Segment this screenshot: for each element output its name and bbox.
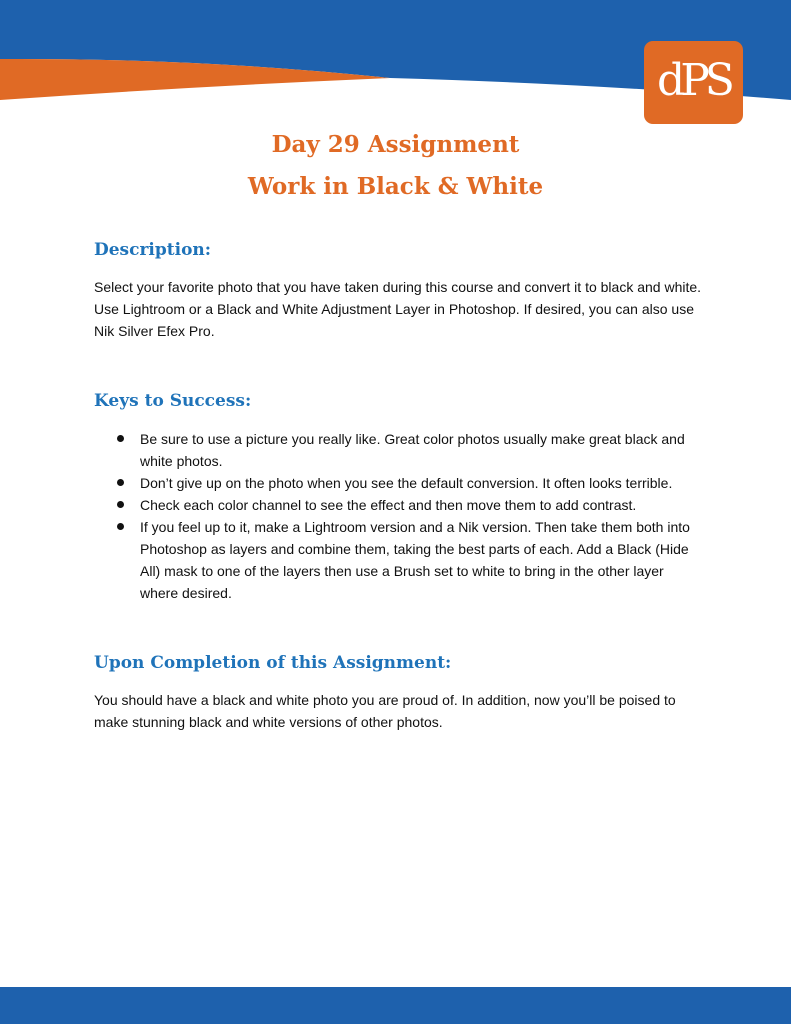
bullet-icon bbox=[117, 435, 124, 442]
bullet-icon bbox=[117, 501, 124, 508]
logo-text: dPS bbox=[657, 54, 730, 106]
list-item bbox=[94, 428, 704, 472]
keys-heading: Keys to Success: bbox=[94, 391, 252, 411]
list-item-text: If you feel up to it, make a Lightroom version and a Nik version. Then take them both into Photoshop as layers and combine them, taking the best parts of each. Add a Black (Hide All) mask to one of the layers then use a Brush set to white to bring in the other layer where desired. bbox=[140, 519, 690, 601]
bullet-icon bbox=[117, 479, 124, 486]
list-item-text: Don’t give up on the photo when you see the default conversion. It often looks terrible. bbox=[140, 475, 673, 491]
list-item bbox=[94, 494, 704, 516]
description-heading: Description: bbox=[94, 240, 212, 260]
page-subtitle: Work in Black & White bbox=[247, 173, 544, 200]
list-item bbox=[94, 516, 704, 604]
list-item-text: Check each color channel to see the effect and then move them to add contrast. bbox=[140, 497, 637, 513]
keys-list bbox=[94, 428, 704, 604]
page-title: Day 29 Assignment bbox=[271, 131, 520, 158]
list-item bbox=[94, 472, 704, 494]
completion-heading: Upon Completion of this Assignment: bbox=[94, 653, 452, 673]
bullet-icon bbox=[117, 523, 124, 530]
footer-bar bbox=[0, 987, 791, 1024]
dps-logo bbox=[644, 41, 743, 124]
list-item-text: Be sure to use a picture you really like. Great color photos usually make great black and white photos. bbox=[140, 431, 685, 469]
completion-text: You should have a black and white photo you are proud of. In addition, now you’ll be poised to make stunning black and white versions of other photos. bbox=[94, 692, 676, 730]
description-text: Select your favorite photo that you have taken during this course and convert it to black and white. Use Lightroom or a Black and White Adjustment Layer in Photoshop. If desired, you can also use Nik Silver Efex Pro. bbox=[94, 279, 702, 339]
